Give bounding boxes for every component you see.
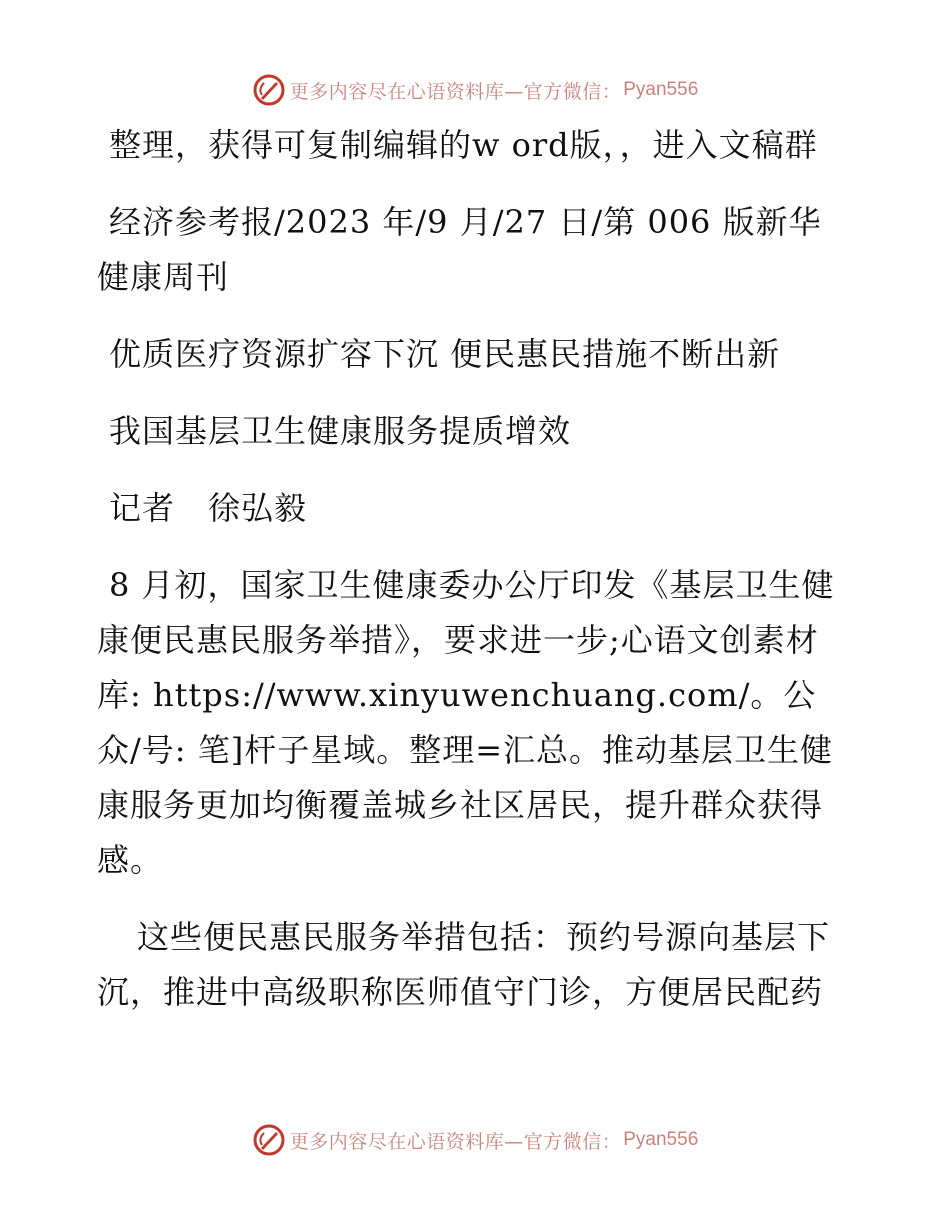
paragraph-note: 整理，获得可复制编辑的w ord版，，进入文稿群 — [109, 126, 818, 164]
footer-watermark-banner — [0, 1120, 950, 1160]
banner-wechat-id: Pyan556 — [623, 79, 699, 100]
header-watermark-banner — [0, 70, 950, 110]
banner-text: 更多内容尽在心语资料库—官方微信： — [289, 80, 622, 103]
paragraph-byline: 记者 徐弘毅 — [109, 489, 308, 527]
paragraph-source: 经济参考报/2023 年/9 月/27 日/第 006 版新华健康周刊 — [97, 203, 822, 296]
paragraph-body-2: 这些便民惠民服务举措包括：预约号源向基层下沉，推进中高级职称医师值守门诊，方便居民配药 — [97, 918, 831, 1011]
banner-wechat-id: Pyan556 — [623, 1129, 699, 1150]
paragraph-subheadline: 我国基层卫生健康服务提质增效 — [109, 412, 572, 450]
document-body — [97, 118, 853, 1042]
paragraph-body-1: 8 月初，国家卫生健康委办公厅印发《基层卫生健康便民惠民服务举措》，要求进一步;心语文创素材库: https://www.xinyuwenchuang.com/。公众/号: 笔]杆子星域。整理=汇总。推动基层卫生健康服务更加均衡覆盖城乡社区居民，提升群众获得感。 — [97, 566, 835, 879]
banner-text: 更多内容尽在心语资料库—官方微信： — [289, 1130, 622, 1153]
paragraph-headline: 优质医疗资源扩容下沉 便民惠民措施不断出新 — [109, 335, 781, 373]
feather-pen-logo-icon — [252, 73, 286, 107]
feather-pen-logo-icon — [252, 1123, 286, 1157]
